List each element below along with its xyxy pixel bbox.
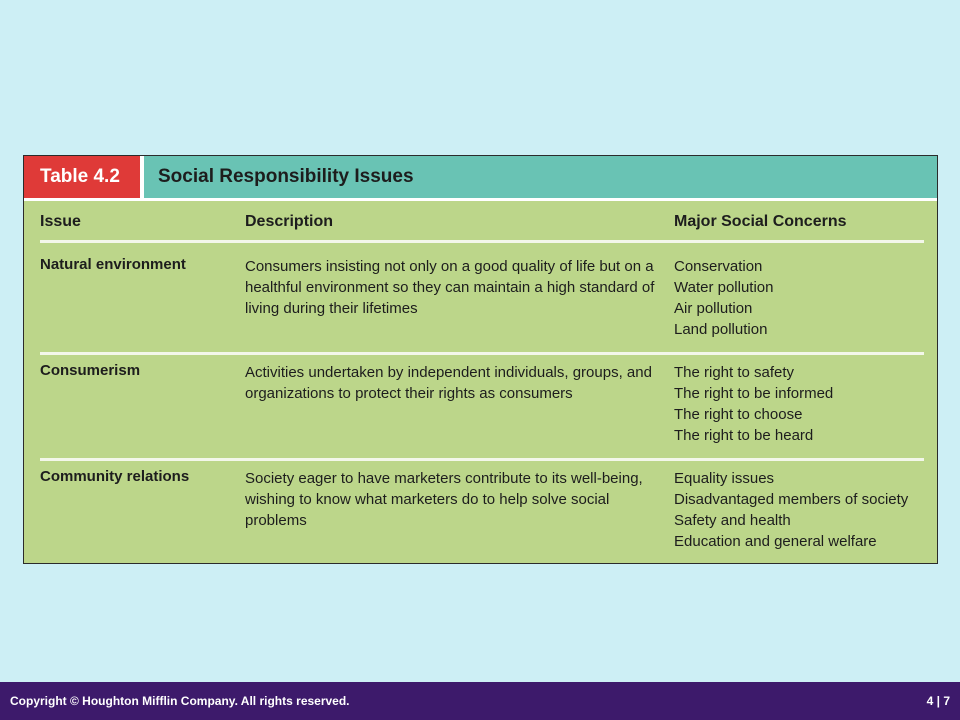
- concern-item: The right to safety: [674, 364, 795, 381]
- concern-item: Conservation: [674, 258, 763, 275]
- concern-item: Land pollution: [674, 321, 768, 338]
- social-responsibility-table: [23, 155, 938, 564]
- row-description: Consumers insisting not only on a good quality of life but on a healthful environment so they can maintain a high standard of living during their lifetimes: [245, 258, 655, 317]
- concern-item: Air pollution: [674, 300, 753, 317]
- row-divider: [40, 458, 924, 461]
- column-header-concerns: Major Social Concerns: [674, 213, 847, 230]
- column-header-rule: [40, 240, 924, 243]
- copyright-notice: Copyright © Houghton Mifflin Company. All rights reserved.: [10, 694, 350, 708]
- header-rule: [24, 198, 937, 201]
- table-number-tag: Table 4.2: [24, 156, 140, 198]
- row-concerns-list: [674, 468, 908, 552]
- row-divider: [40, 352, 924, 355]
- row-concerns-list: [674, 362, 833, 446]
- row-issue: Community relations: [40, 468, 190, 485]
- column-header-description: Description: [245, 213, 334, 230]
- concern-item: Safety and health: [674, 512, 791, 529]
- slide-footer: [0, 682, 960, 720]
- concern-item: Equality issues: [674, 470, 775, 487]
- concern-item: Education and general welfare: [674, 533, 877, 550]
- row-issue: Natural environment: [40, 256, 186, 273]
- slide-number: 4 | 7: [926, 694, 950, 708]
- concern-item: The right to choose: [674, 406, 803, 423]
- concern-item: The right to be heard: [674, 427, 814, 444]
- row-description: Activities undertaken by independent individuals, groups, and organizations to protect their rights as consumers: [245, 364, 652, 402]
- concern-item: The right to be informed: [674, 385, 834, 402]
- row-issue: Consumerism: [40, 362, 141, 379]
- row-description: Society eager to have marketers contribute to its well-being, wishing to know what marketers do to help solve social problems: [245, 470, 643, 529]
- column-header-issue: Issue: [40, 213, 81, 230]
- table-title: Social Responsibility Issues: [144, 156, 937, 198]
- table-header-bar: [24, 156, 937, 198]
- row-concerns-list: [674, 256, 774, 340]
- concern-item: Disadvantaged members of society: [674, 491, 909, 508]
- concern-item: Water pollution: [674, 279, 774, 296]
